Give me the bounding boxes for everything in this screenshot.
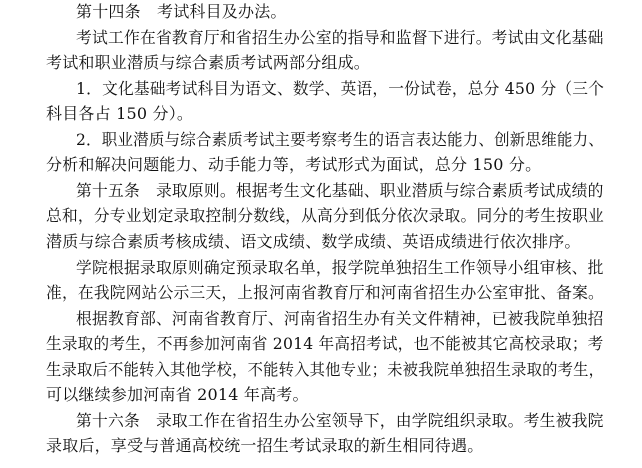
text-line: 分析和解决问题能力、动手能力等，考试形式为面试，总分 150 分。 — [46, 155, 542, 174]
text-line: 考试工作在省教育厅和省招生办公室的指导和监督下进行。考试由文化基础 — [76, 28, 604, 47]
text-line: 第十五条 录取原则。根据考生文化基础、职业潜质与综合素质考试成绩的 — [76, 181, 604, 200]
text-line: 潜质与综合素质考核成绩、语文成绩、数学成绩、英语成绩进行依次排序。 — [46, 232, 581, 251]
text-line: 准，在我院网站公示三天，上报河南省教育厅和河南省招生办公室审批、备案。 — [46, 283, 605, 302]
text-line: 根据教育部、河南省教育厅、河南省招生办有关文件精神，已被我院单独招 — [76, 309, 604, 328]
text-line: 可以继续参加河南省 2014 年高考。 — [46, 385, 309, 404]
text-line: 科目各占 150 分）。 — [46, 104, 194, 123]
text-line: 考试和职业潜质与综合素质考试两部分组成。 — [46, 53, 371, 72]
text-line: 2．职业潜质与综合素质考试主要考察考生的语言表达能力、创新思维能力、 — [76, 130, 604, 149]
text-line: 生录取后不能转入其他学校，不能转入其他专业；未被我院单独招生录取的考生， — [46, 360, 605, 379]
text-line: 生录取的考生，不再参加河南省 2014 年高招考试，也不能被其它高校录取；考 — [46, 334, 604, 353]
text-line: 第十六条 录取工作在省招生办公室领导下，由学院组织录取。考生被我院 — [76, 411, 604, 430]
text-line: 录取后，享受与普通高校统一招生考试录取的新生相同待遇。 — [46, 436, 484, 455]
text-line: 第十四条 考试科目及办法。 — [76, 2, 287, 21]
text-line: 学院根据录取原则确定预录取名单，报学院单独招生工作领导小组审核、批 — [76, 258, 604, 277]
text-line: 1．文化基础考试科目为语文、数学、英语，一份试卷，总分 450 分（三个 — [76, 79, 605, 98]
text-line: 总和，分专业划定录取控制分数线，从高分到低分依次录取。同分的考生按职业 — [46, 206, 605, 225]
